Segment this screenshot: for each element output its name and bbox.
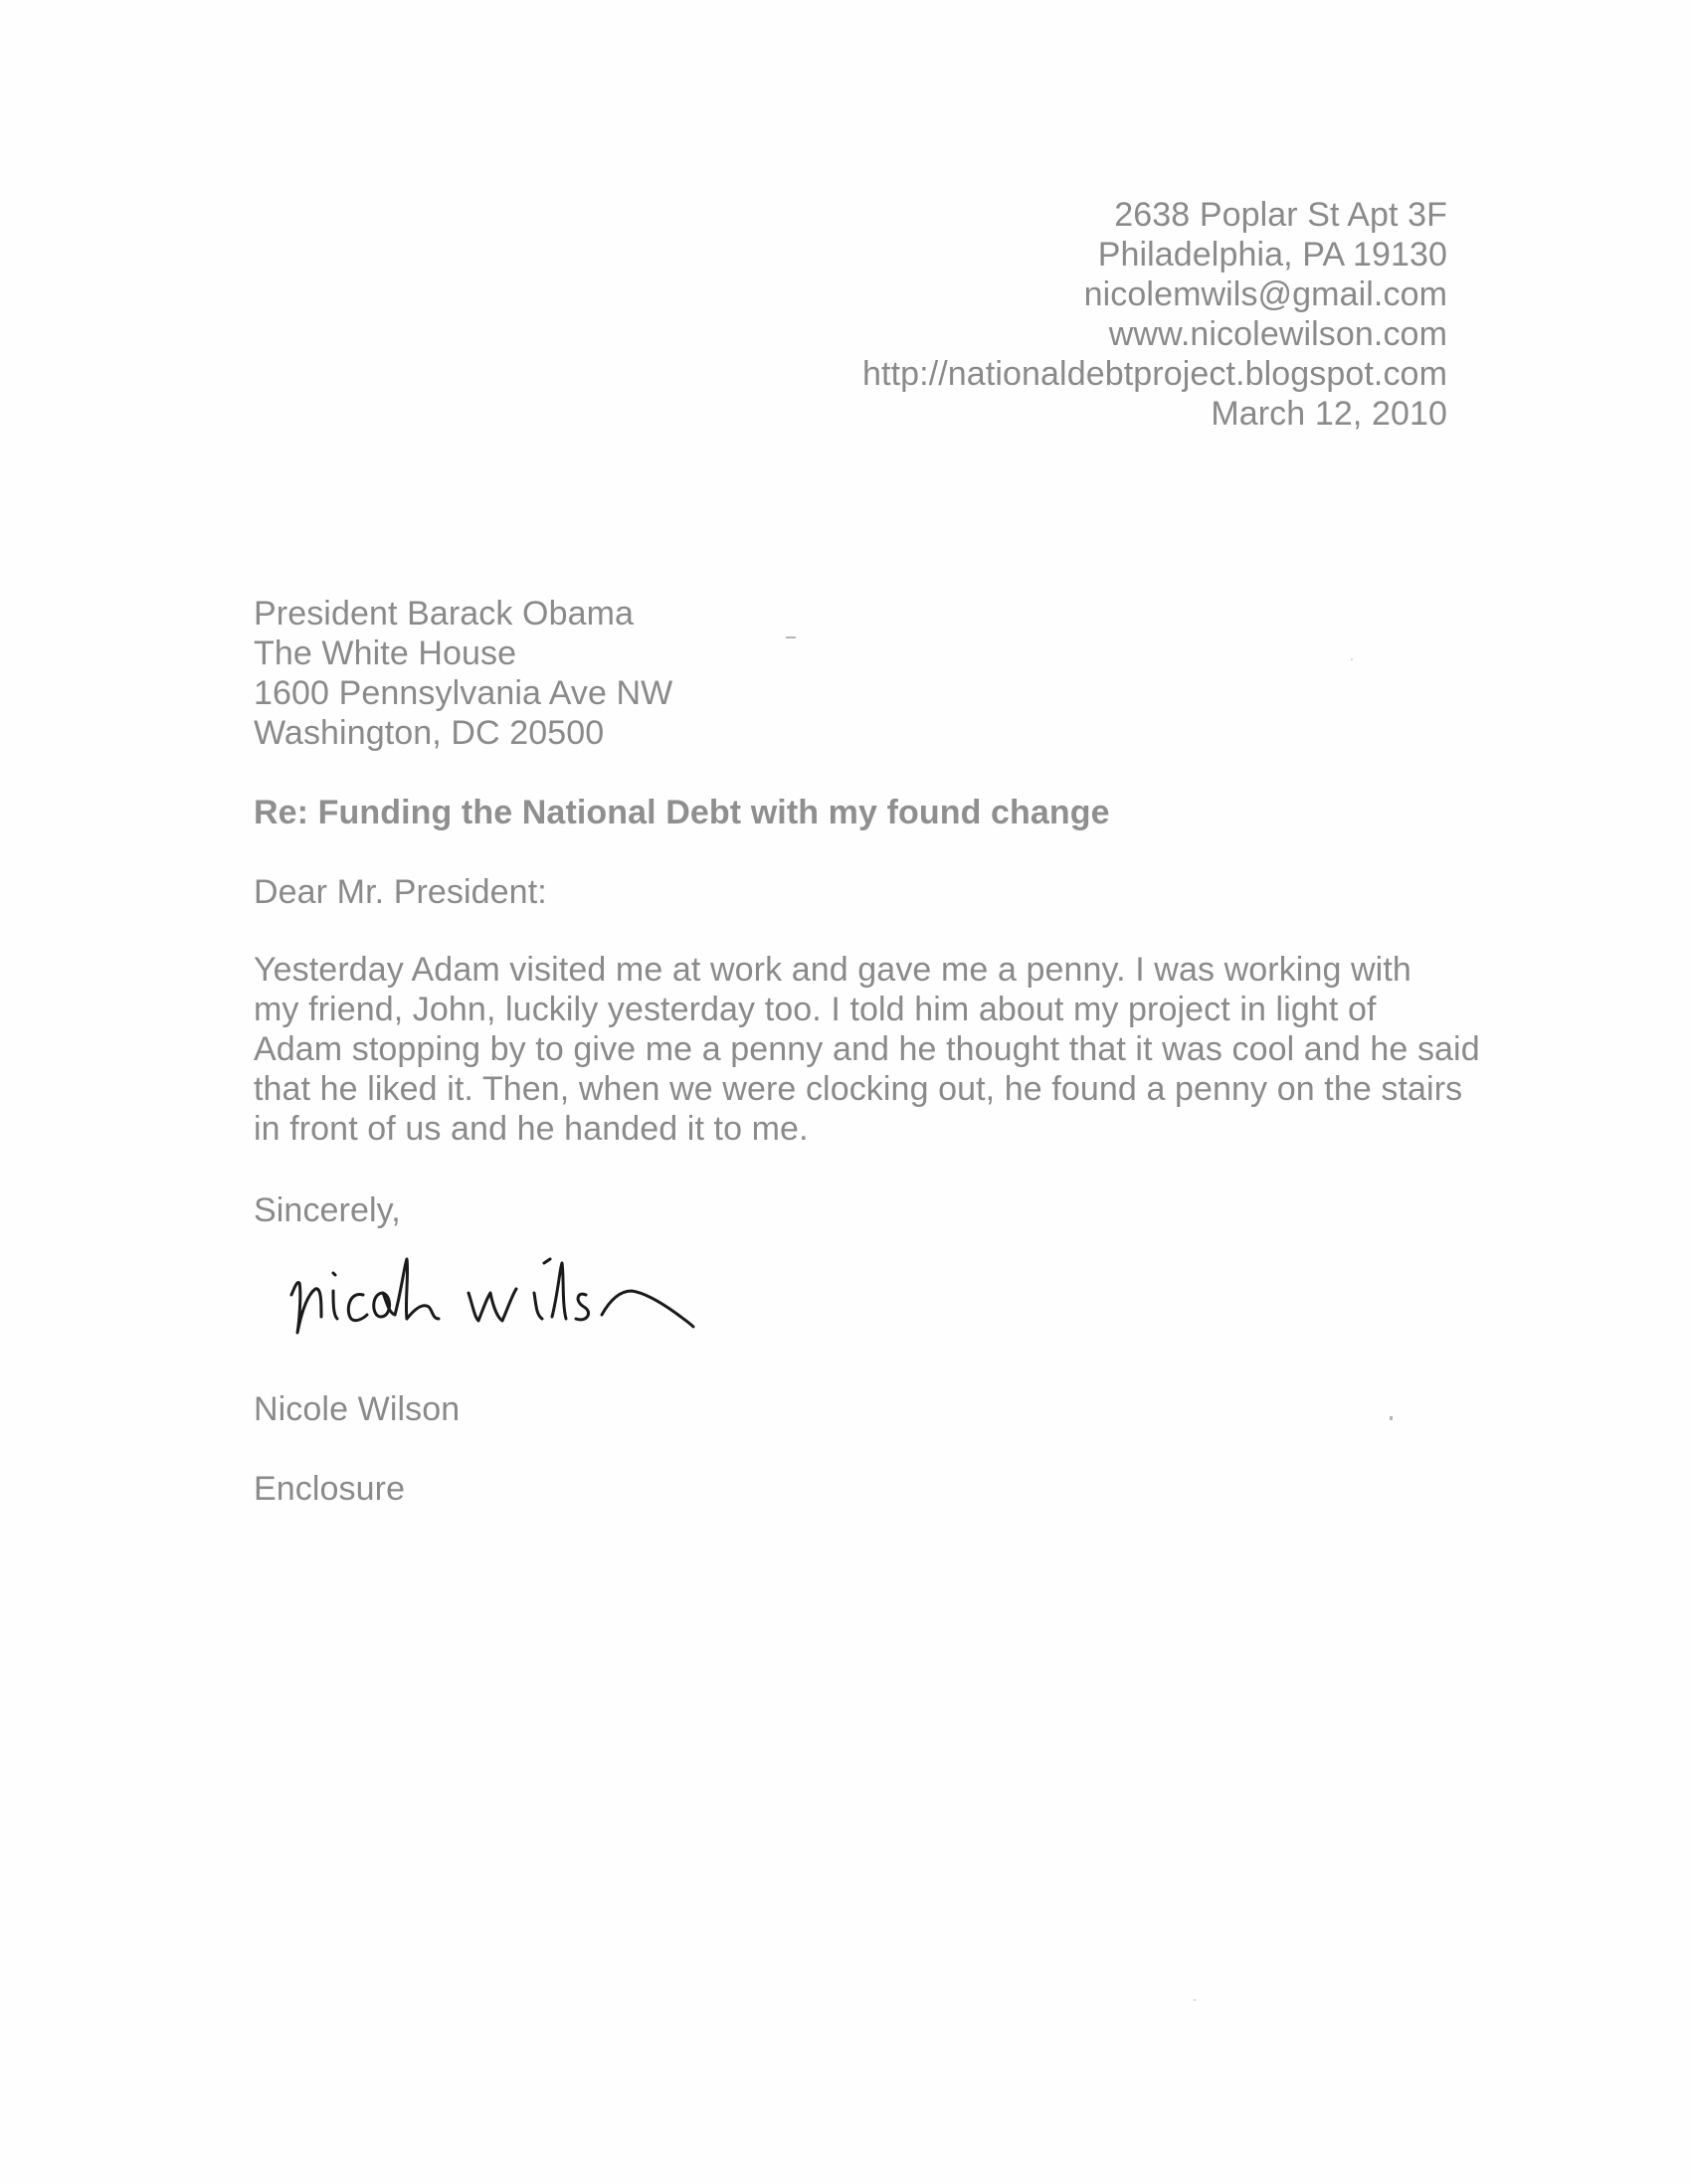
- recipient-address-block: [254, 594, 672, 753]
- sender-street: 2638 Poplar St Apt 3F: [1114, 196, 1447, 234]
- scan-speck: [1351, 658, 1353, 660]
- body-line: Yesterday Adam visited me at work and gave me a penny. I was working with: [254, 951, 1411, 989]
- recipient-street: 1600 Pennsylvania Ave NW: [254, 674, 673, 712]
- body-line: in front of us and he handed it to me.: [254, 1110, 809, 1148]
- sender-email: nicolemwils@gmail.com: [1083, 275, 1447, 313]
- body-paragraph: [254, 950, 1480, 1149]
- body-line: that he liked it. Then, when we were clocking out, he found a penny on the stairs: [254, 1070, 1463, 1108]
- letter-date: March 12, 2010: [1211, 395, 1447, 433]
- recipient-city-state-zip: Washington, DC 20500: [254, 714, 605, 752]
- signer-name: Nicole Wilson: [254, 1390, 461, 1428]
- scan-speck: [1390, 1416, 1393, 1420]
- recipient-name: President Barack Obama: [254, 595, 635, 633]
- scan-speck: [1194, 1999, 1196, 2001]
- subject-line: Re: Funding the National Debt with my found change: [254, 794, 1110, 831]
- scan-speck: [786, 637, 796, 638]
- sender-blog: http://nationaldebtproject.blogspot.com: [862, 355, 1447, 393]
- body-line: Adam stopping by to give me a penny and he thought that it was cool and he said: [254, 1030, 1480, 1068]
- sender-website: www.nicolewilson.com: [1108, 315, 1447, 353]
- sender-address-block: [862, 195, 1447, 434]
- closing: Sincerely,: [254, 1191, 401, 1229]
- sender-city-state-zip: Philadelphia, PA 19130: [1097, 236, 1447, 273]
- enclosure-note: Enclosure: [254, 1470, 406, 1508]
- salutation: Dear Mr. President:: [254, 873, 547, 911]
- recipient-organization: The White House: [254, 635, 517, 672]
- handwritten-signature: [283, 1233, 801, 1353]
- body-line: my friend, John, luckily yesterday too. I told him about my project in light of: [254, 991, 1377, 1028]
